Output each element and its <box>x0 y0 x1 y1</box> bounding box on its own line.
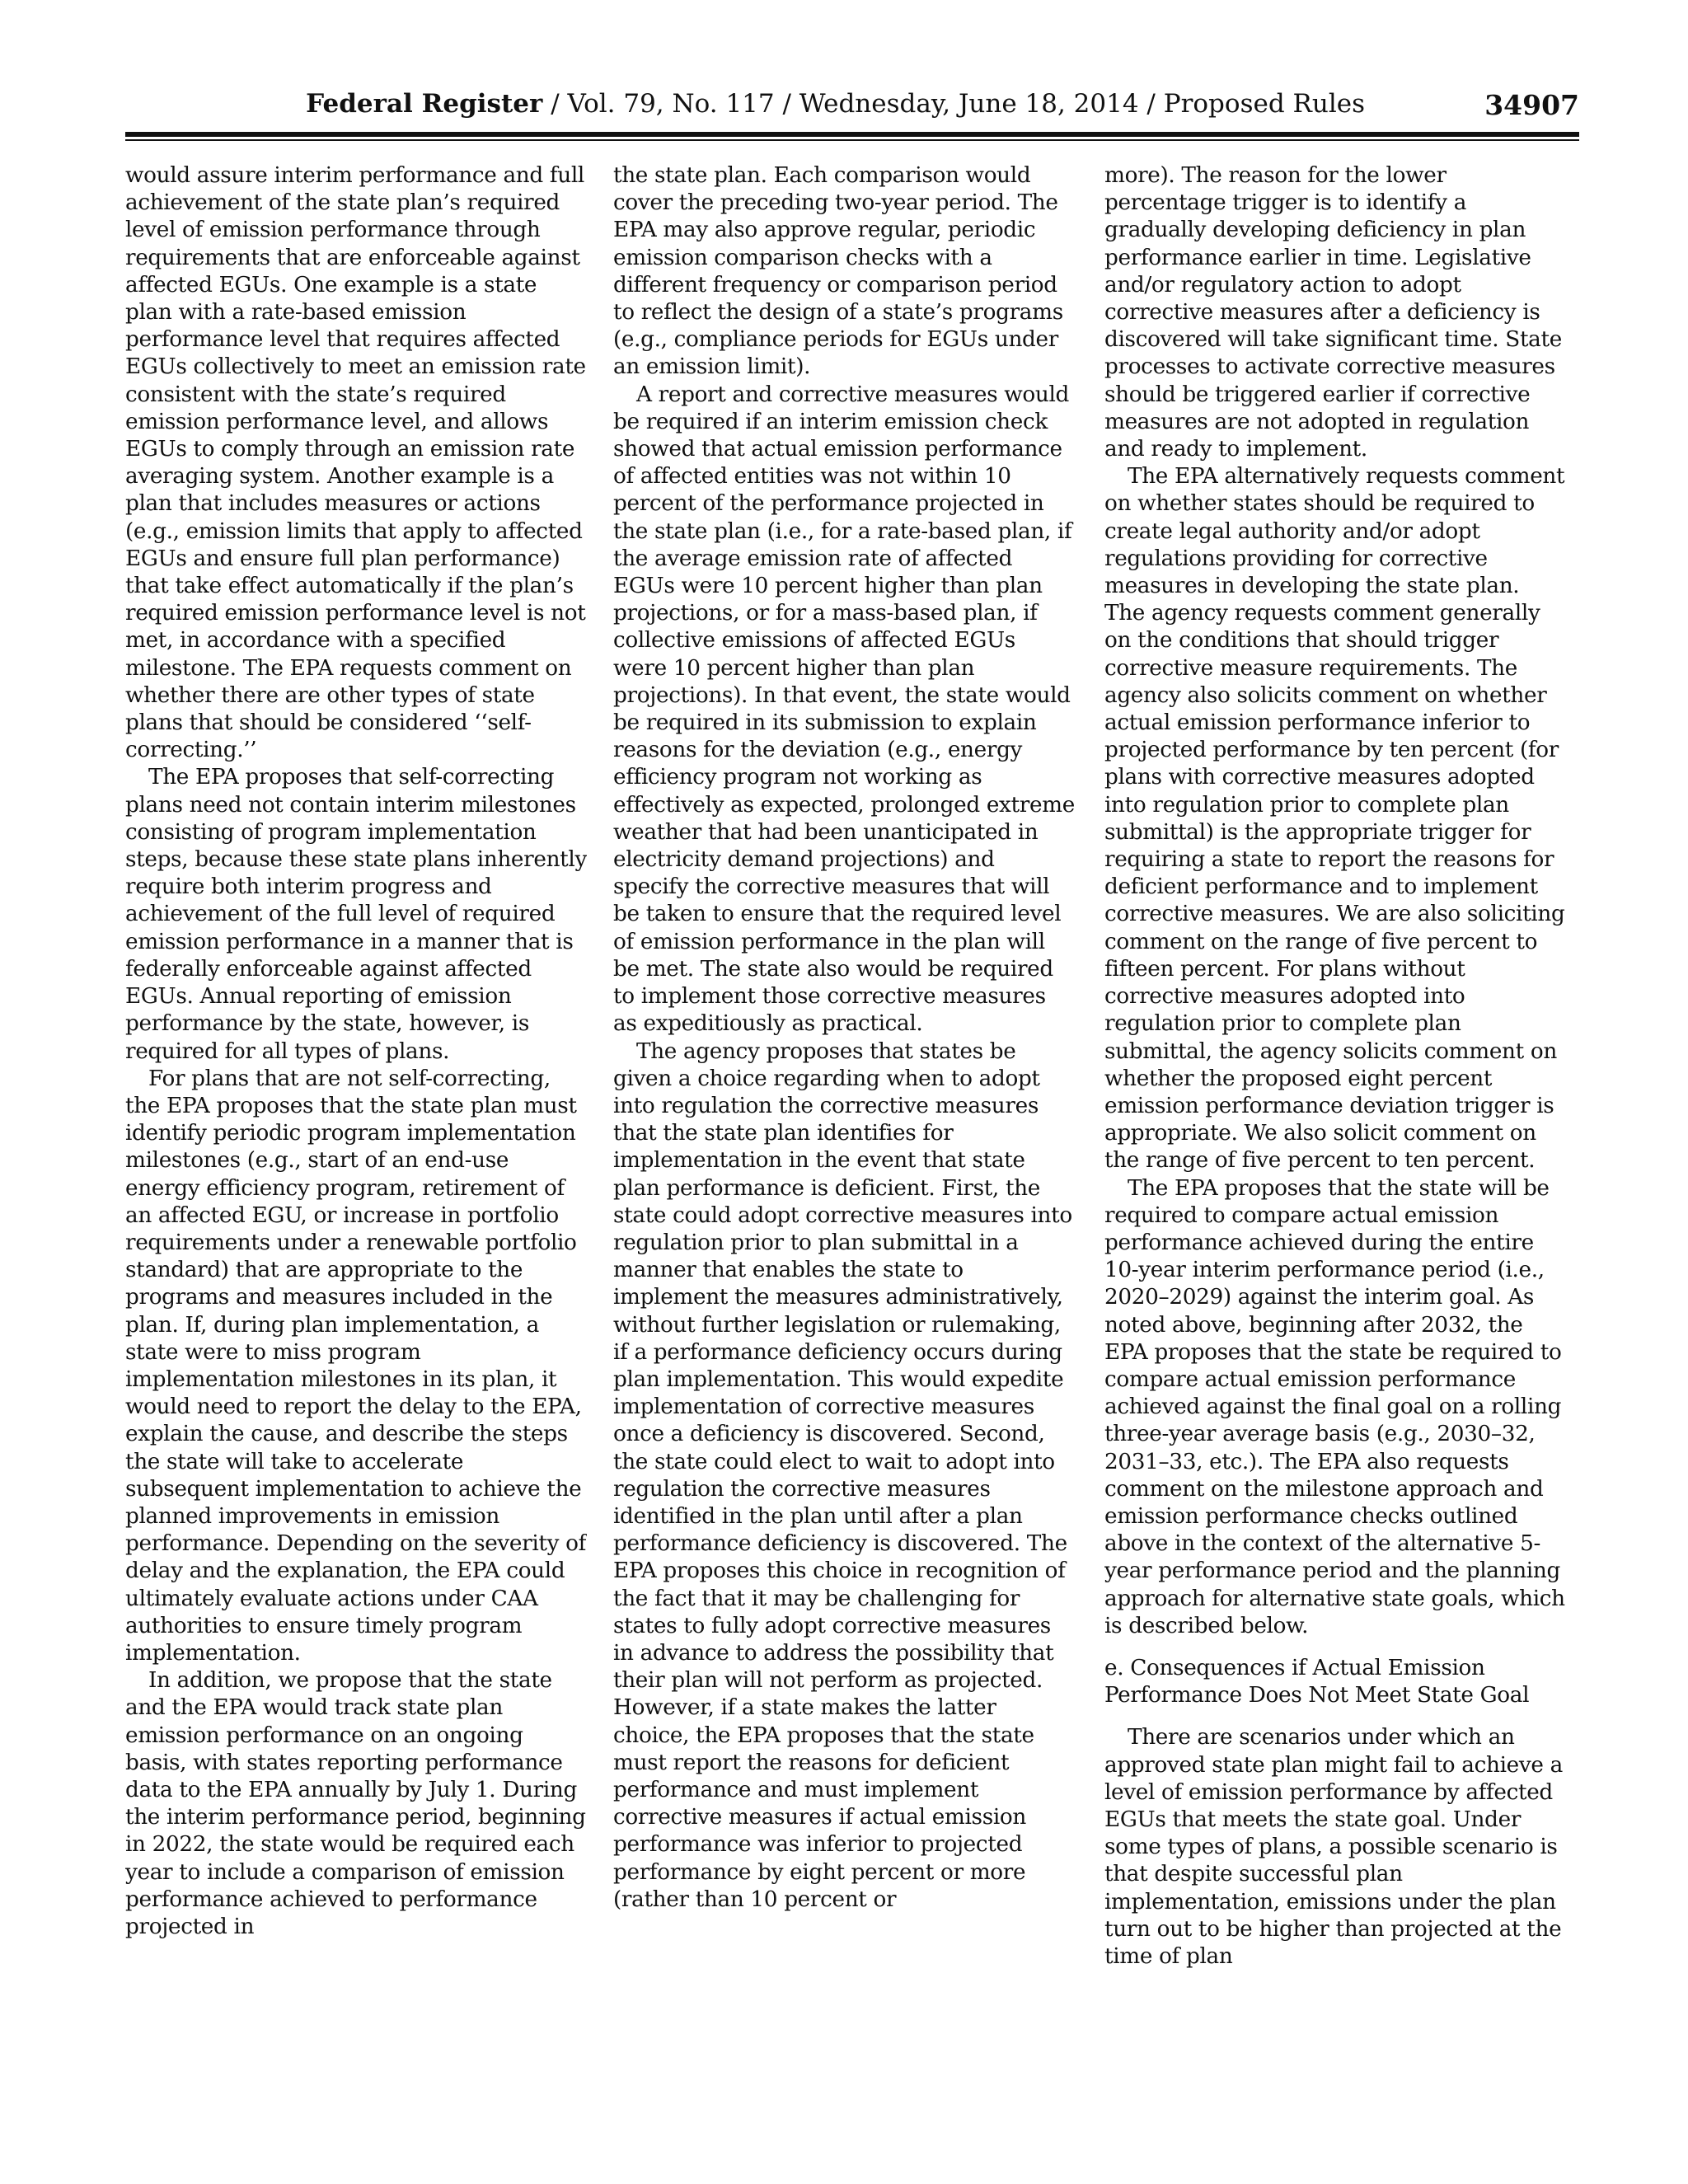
paragraph: The EPA alternatively requests comment on whether states should be required to create legal authority and/or adopt regulations providing for corrective measures in developing the state plan. The agency requests comment generally on the conditions that should trigger corrective measure requirements. The agency also solicits comment on whether actual emission performance inferior to projected performance by ten percent (for plans with corrective measures adopted into regulation prior to complete plan submittal) is the appropriate trigger for requiring a state to report the reasons for deficient performance and to implement corrective measures. We are also soliciting comment on the range of five percent to fifteen percent. For plans without corrective measures adopted into regulation prior to complete plan submittal, the agency solicits comment on whether the proposed eight percent emission performance deviation trigger is appropriate. We also solicit comment on the range of five percent to ten percent. <box>1104 464 1565 1174</box>
issue-info: / Vol. 79, No. 117 / Wednesday, June 18, 2014 / Proposed Rules <box>542 89 1365 119</box>
paragraph: The EPA proposes that the state will be required to compare actual emission performance achieved during the entire 10-year interim performance period (i.e., 2020–2029) against the interim goal. As noted above, beginning after 2032, the EPA proposes that the state be required to compare actual emission performance achieved against the final goal on a rolling three-year average basis (e.g., 2030–32, 2031–33, etc.). The EPA also requests comment on the milestone approach and emission performance checks outlined above in the context of the alternative 5-year performance period and the planning approach for alternative state goals, which is described below. <box>1104 1175 1565 1638</box>
paragraph: A report and corrective measures would be required if an interim emission check showed that actual emission performance of affected entities was not within 10 percent of the performance projected in the state plan (i.e., for a rate-based plan, if the average emission rate of affected EGUs were 10 percent higher than plan projections, or for a mass-based plan, if collective emissions of affected EGUs were 10 percent higher than plan projections). In that event, the state would be required in its submission to explain reasons for the deviation (e.g., energy efficiency program not working as effectively as expected, prolonged extreme weather that had been unanticipated in electricity demand projections) and specify the corrective measures that will be taken to ensure that the required level of emission performance in the plan will be met. The state also would be required to implement those corrective measures as expeditiously as practical. <box>613 382 1075 1037</box>
paragraph: The EPA proposes that self-correcting plans need not contain interim milestones consisting of program implementation steps, because these state plans inherently require both interim progress and achievement of the full level of required emission performance in a manner that is federally enforceable against affected EGUs. Annual reporting of emission performance by the state, however, is required for all types of plans. <box>125 765 587 1064</box>
paragraph: would assure interim performance and full achievement of the state plan’s required level of emission performance through requirements that are enforceable against affected EGUs. One example is a state plan with a rate-based emission performance level that requires affected EGUs collectively to meet an emission rate consistent with the state’s required emission performance level, and allows EGUs to comply through an emission rate averaging system. Another example is a plan that includes measures or actions (e.g., emission limits that apply to affected EGUs and ensure full plan performance) that take effect automatically if the plan’s required emission performance level is not met, in accordance with a specified milestone. The EPA requests comment on whether there are other types of state plans that should be considered ‘‘self-correcting.’’ <box>125 163 586 763</box>
page-header <box>125 89 1579 130</box>
paragraph: more). The reason for the lower percentage trigger is to identify a gradually developing deficiency in plan performance earlier in time. Legislative and/or regulatory action to adopt corrective measures after a deficiency is discovered will take significant time. State processes to activate corrective measures should be triggered earlier if corrective measures are not adopted in regulation and ready to implement. <box>1104 163 1562 462</box>
section-subheading: e. Consequences if Actual Emission Performance Does Not Meet State Goal <box>1104 1655 1530 1708</box>
header-rule-thin <box>125 139 1579 141</box>
paragraph: For plans that are not self-correcting, the EPA proposes that the state plan must identify periodic program implementation milestones (e.g., start of an end-use energy efficiency program, retirement of an affected EGU, or increase in portfolio requirements under a renewable portfolio standard) that are appropriate to the programs and measures included in the plan. If, during plan implementation, a state were to miss program implementation milestones in its plan, it would need to report the delay to the EPA, explain the cause, and describe the steps the state will take to accelerate subsequent implementation to achieve the planned improvements in emission performance. Depending on the severity of delay and the explanation, the EPA could ultimately evaluate actions under CAA authorities to ensure timely program implementation. <box>125 1066 587 1666</box>
column-2 <box>613 162 1075 2140</box>
page-number: 34907 <box>1484 89 1579 121</box>
publication-name: Federal Register <box>306 89 543 119</box>
paragraph: There are scenarios under which an approved state plan might fail to achieve a level of emission performance by affected EGUs that meets the state goal. Under some types of plans, a possible scenario is that despite successful plan implementation, emissions under the plan turn out to be higher than projected at the time of plan <box>1104 1725 1563 1969</box>
column-3 <box>1104 162 1566 2140</box>
header-rule-thick <box>125 132 1579 137</box>
header-citation <box>306 89 1365 119</box>
paragraph: The agency proposes that states be given a choice regarding when to adopt into regulation the corrective measures that the state plan identifies for implementation in the event that state plan performance is deficient. First, the state could adopt corrective measures into regulation prior to plan submittal in a manner that enables the state to implement the measures administratively, without further legislation or rulemaking, if a performance deficiency occurs during plan implementation. This would expedite implementation of corrective measures once a deficiency is discovered. Second, the state could elect to wait to adopt into regulation the corrective measures identified in the plan until after a plan performance deficiency is discovered. The EPA proposes this choice in recognition of the fact that it may be challenging for states to fully adopt corrective measures in advance to address the possibility that their plan will not perform as projected. However, if a state makes the latter choice, the EPA proposes that the state must report the reasons for deficient performance and must implement corrective measures if actual emission performance was inferior to projected performance by eight percent or more (rather than 10 percent or <box>613 1038 1072 1912</box>
column-1 <box>125 162 587 2140</box>
paragraph: the state plan. Each comparison would cover the preceding two-year period. The EPA may also approve regular, periodic emission comparison checks with a different frequency or comparison period to reflect the design of a state’s programs (e.g., compliance periods for EGUs under an emission limit). <box>613 163 1063 380</box>
paragraph: In addition, we propose that the state and the EPA would track state plan emission performance on an ongoing basis, with states reporting performance data to the EPA annually by July 1. During the interim performance period, beginning in 2022, the state would be required each year to include a comparison of emission performance achieved to performance projected in <box>125 1668 586 1939</box>
